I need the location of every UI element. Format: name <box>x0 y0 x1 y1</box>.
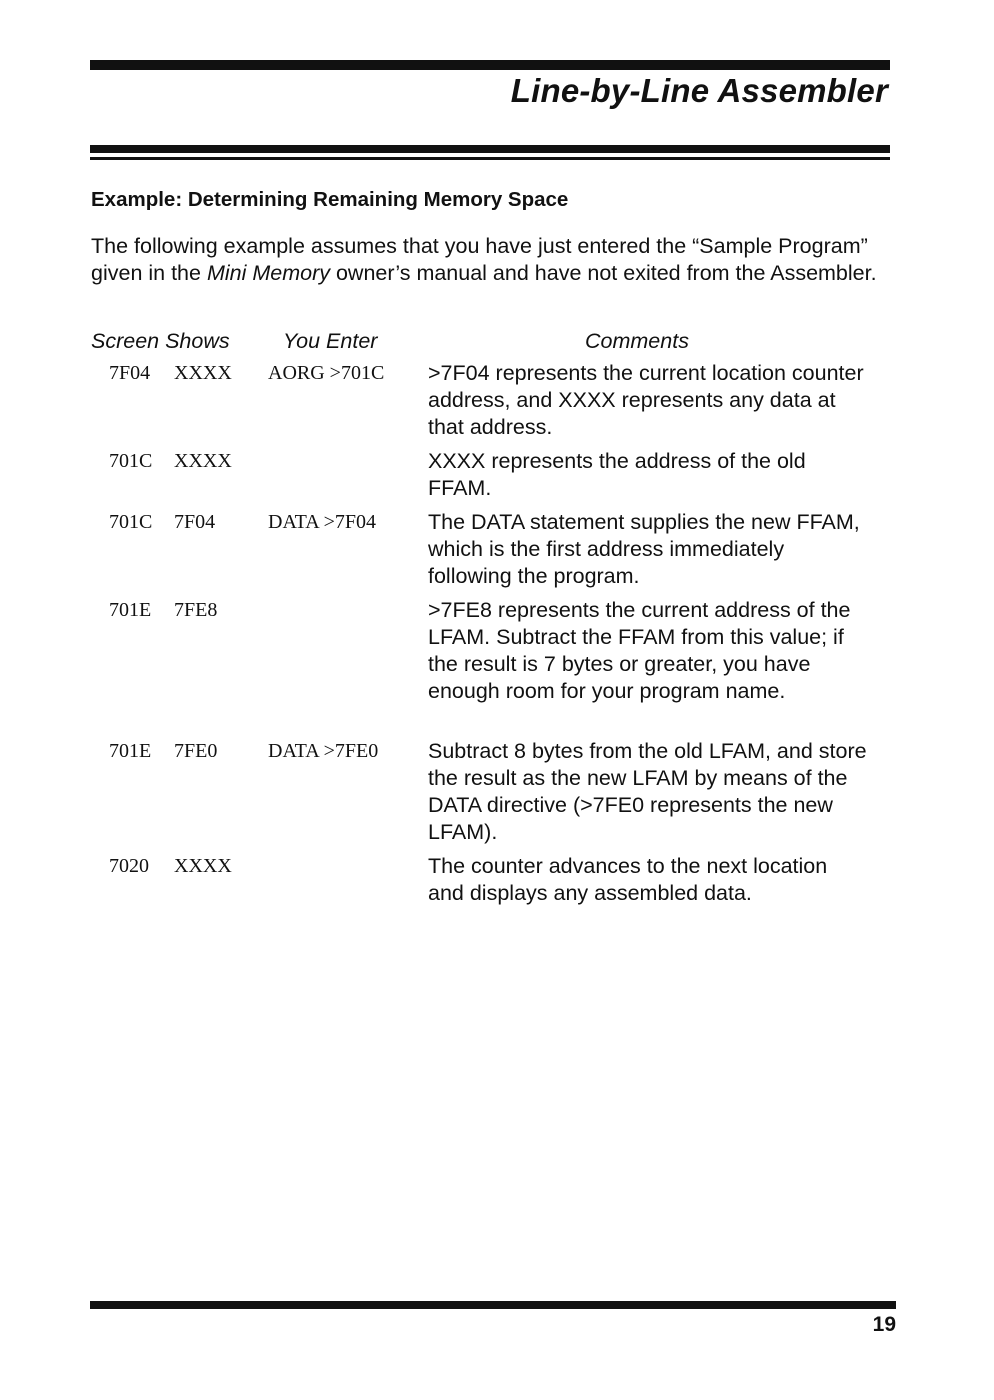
row-address: 7020 <box>109 855 149 877</box>
column-header-screen-shows: Screen Shows <box>91 329 230 353</box>
header-rule-thin <box>90 157 890 160</box>
page-number: 19 <box>872 1313 896 1336</box>
footer-rule <box>90 1301 896 1309</box>
row-entry: DATA >7FE0 <box>268 740 379 762</box>
row-address: 701C <box>109 450 153 472</box>
row-comment: >7F04 represents the current location counter address, and XXXX represents any data at that address. <box>428 361 864 439</box>
row-address: 701E <box>109 740 152 762</box>
intro-manual-title: Mini Memory <box>206 261 330 285</box>
row-value: XXXX <box>174 855 232 877</box>
header-rule-thick <box>90 145 890 153</box>
row-comment: XXXX represents the address of the old FFAM. <box>428 449 806 500</box>
intro-text-before: The following example assumes that you have just entered the “Sample Program” given in the <box>91 234 868 285</box>
row-value: 7FE8 <box>174 599 218 621</box>
chapter-title: Line-by-Line Assembler <box>510 72 888 109</box>
row-value: XXXX <box>174 450 232 472</box>
section-heading: Example: Determining Remaining Memory Space <box>91 188 569 211</box>
column-header-you-enter: You Enter <box>283 329 378 353</box>
row-comment: The counter advances to the next location and displays any assembled data. <box>428 854 828 905</box>
row-comment: The DATA statement supplies the new FFAM, which is the first address immediately following the program. <box>428 510 860 588</box>
row-address: 701C <box>109 511 153 533</box>
row-address: 7F04 <box>109 362 151 384</box>
row-address: 701E <box>109 599 152 621</box>
intro-paragraph <box>91 233 881 287</box>
row-entry: AORG >701C <box>268 362 385 384</box>
row-comment: >7FE8 represents the current address of the LFAM. Subtract the FFAM from this value; if the result is 7 bytes or greater, you have enough room for your program name. <box>428 598 851 703</box>
row-value: 7F04 <box>174 511 216 533</box>
intro-text-after: owner’s manual and have not exited from the Assembler. <box>330 261 877 285</box>
column-header-comments: Comments <box>585 329 689 353</box>
row-value: XXXX <box>174 362 232 384</box>
row-value: 7FE0 <box>174 740 218 762</box>
row-comment: Subtract 8 bytes from the old LFAM, and store the result as the new LFAM by means of the DATA directive (>7FE0 represents the new LFAM). <box>428 739 867 844</box>
row-entry: DATA >7F04 <box>268 511 377 533</box>
header-rule-top <box>90 60 890 70</box>
